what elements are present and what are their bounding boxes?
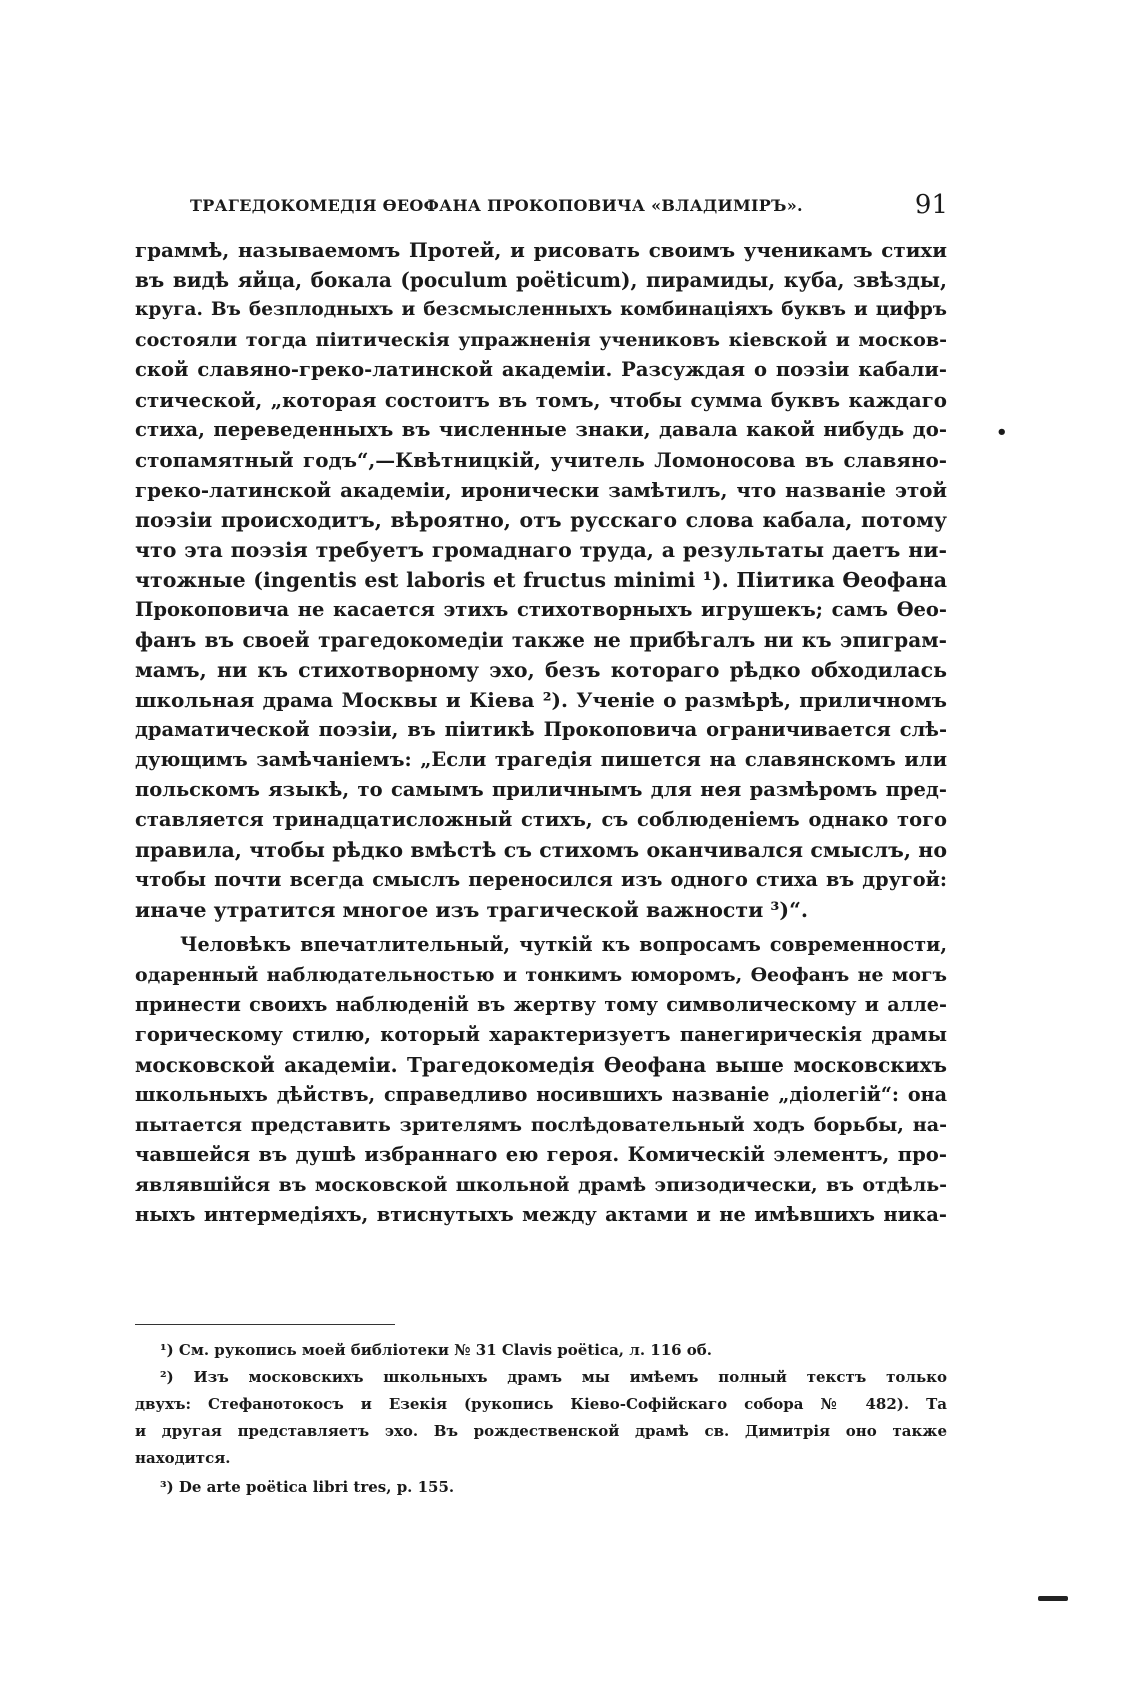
text-line: чтожные (ingentis est laboris et fructus minimi ¹). Пiитика Өеофана (135, 568, 947, 592)
text-line: ской славяно-греко-латинской академiи. Разсуждая о поэзiи кабали- (135, 358, 947, 381)
text-line: горическому стилю, который характеризуетъ панегирическiя драмы (135, 1023, 947, 1046)
text-line: школьныхъ дѣйствъ, справедливо носившихъ названiе „дiолегiй“: она (135, 1083, 947, 1106)
text-line: московской академiи. Трагедокомедiя Өеофана выше московскихъ (135, 1053, 947, 1077)
text-line: ставляется тринадцатисложный стихъ, съ соблюденiемъ однако того (135, 808, 947, 831)
page-number: 91 (914, 190, 948, 220)
text-line: пытается представить зрителямъ послѣдовательный ходъ борьбы, на- (135, 1113, 947, 1136)
text-line: принести своихъ наблюденiй въ жертву тому символическому и алле- (135, 993, 947, 1016)
text-line: драматической поэзiи, въ пiитикѣ Прокоповича ограничивается слѣ- (135, 718, 947, 741)
running-title: ТРАГЕДОКОМЕДІЯ ӨЕОФАНА ПРОКОПОВИЧА «ВЛАДИМІРЪ». (190, 196, 803, 215)
text-line: греко-латинской академiи, иронически замѣтилъ, что названiе этой (135, 478, 947, 502)
text-line: стопамятный годъ“,—Квѣтницкiй, учитель Ломоносова въ славяно- (135, 448, 947, 472)
margin-mark: • (996, 422, 1008, 443)
text-line: стиха, переведенныхъ въ численные знаки, давала какой нибудь до- (135, 418, 947, 441)
footnote-line: ²) Изъ московскихъ школьныхъ драмъ мы имѣемъ полный текстъ только (160, 1368, 947, 1386)
footnote-line: и другая представляетъ эхо. Въ рождественской драмѣ св. Димитрiя оно также (135, 1422, 947, 1440)
text-line: являвшiйся въ московской школьной драмѣ эпизодически, въ отдѣль- (135, 1174, 947, 1196)
text-line: стической, „которая состоитъ въ томъ, чтобы сумма буквъ каждаго (135, 388, 947, 412)
text-line: школьная драма Москвы и Кiева ²). Ученiе о размѣрѣ, приличномъ (135, 688, 947, 712)
text-line: чтобы почти всегда смыслъ переносился изъ одного стиха въ другой: (135, 868, 947, 891)
text-line: состояли тогда пiитическiя упражненiя учениковъ кiевской и москов- (135, 328, 947, 351)
text-line: Прокоповича не касается этихъ стихотворныхъ игрушекъ; самъ Өео- (135, 598, 947, 621)
text-line: ныхъ интермедiяхъ, втиснутыхъ между актами и не имѣвшихъ ника- (135, 1203, 947, 1226)
running-header (190, 190, 948, 224)
text-line: круга. Въ безплодныхъ и безсмысленныхъ комбинаціяхъ буквъ и цифръ (135, 299, 947, 320)
text-line: дующимъ замѣчанiемъ: „Если трагедiя пишется на славянскомъ или (135, 748, 947, 771)
text-line: иначе утратится многое изъ трагической важности ³)“. (135, 898, 809, 922)
text-line: Человѣкъ впечатлительный, чуткiй къ вопросамъ современности, (180, 933, 947, 956)
text-line: одаренный наблюдательностью и тонкимъ юморомъ, Өеофанъ не могъ (135, 964, 947, 986)
text-line: правила, чтобы рѣдко вмѣстѣ съ стихомъ оканчивался смыслъ, но (135, 838, 947, 862)
text-line: фанъ въ своей трагедокомедiи также не прибѣгалъ ни къ эпиграм- (135, 628, 947, 652)
margin-dash (1038, 1596, 1068, 1601)
footnote-rule (135, 1324, 395, 1325)
footnote-line: ¹) См. рукопись моей библiотеки № 31 Clavis poëtica, л. 116 об. (160, 1341, 713, 1359)
text-line: въ видѣ яйца, бокала (poculum poëticum), пирамиды, куба, звѣзды, (135, 268, 947, 292)
text-line: чавшейся въ душѣ избраннаго ею героя. Комическiй элементъ, про- (135, 1143, 947, 1166)
text-line: польскомъ языкѣ, то самымъ приличнымъ для нея размѣромъ пред- (135, 778, 947, 801)
footnote-line: двухъ: Стефанотокосъ и Езекiя (рукопись Кiево-Софiйскаго собора № 482). Та (135, 1395, 947, 1413)
footnote-line: ³) De arte poëtica libri tres, p. 155. (160, 1478, 455, 1496)
text-line: что эта поэзiя требуетъ громаднаго труда, а результаты даетъ ни- (135, 538, 947, 562)
footnote-line: находится. (135, 1449, 231, 1467)
text-line: поэзiи происходитъ, вѣроятно, отъ русскаго слова кабала, потому (135, 508, 947, 532)
text-line: мамъ, ни къ стихотворному эхо, безъ котораго рѣдко обходилась (135, 658, 947, 682)
text-line: граммѣ, называемомъ Протей, и рисовать своимъ ученикамъ стихи (135, 238, 947, 262)
